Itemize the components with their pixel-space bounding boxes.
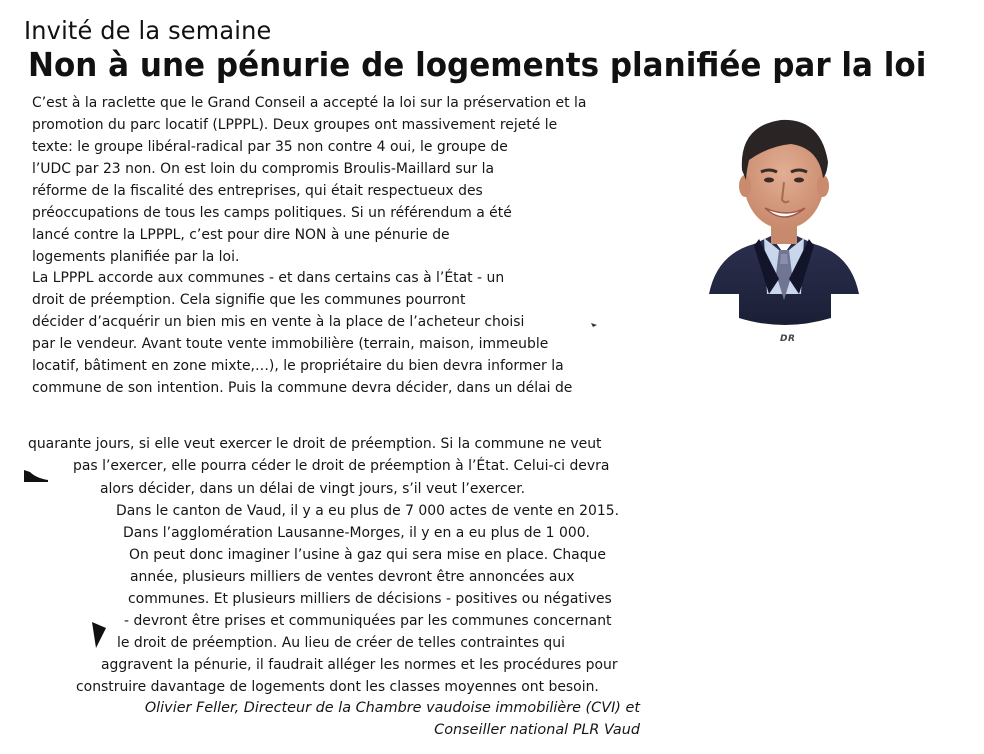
article-line: logements planifiée par la loi. [32, 248, 240, 265]
author-signature-line-1: Olivier Feller, Directeur de la Chambre vaudoise immobilière (CVI) et [144, 700, 640, 716]
article-line: On peut donc imaginer l’usine à gaz qui sera mise en place. Chaque [129, 546, 606, 563]
photo-credit: DR [780, 334, 796, 344]
article-line: commune de son intention. Puis la commune devra décider, dans un délai de [32, 379, 573, 396]
article-line: par le vendeur. Avant toute vente immobilière (terrain, maison, immeuble [32, 335, 549, 352]
article-line: locatif, bâtiment en zone mixte,…), le propriétaire du bien devra informer la [32, 357, 564, 374]
article-line: Dans le canton de Vaud, il y a eu plus de 7 000 actes de vente en 2015. [116, 502, 620, 519]
article-line: préoccupations de tous les camps politiques. Si un référendum a été [32, 204, 512, 221]
article-line: - devront être prises et communiquées par les communes concernant [124, 612, 612, 629]
section-kicker: Invité de la semaine [24, 16, 272, 45]
scan-artifact-icon [24, 468, 50, 484]
scan-artifact-icon [90, 620, 108, 650]
article-line: Dans l’agglomération Lausanne-Morges, il y en a eu plus de 1 000. [123, 524, 590, 541]
article-line: alors décider, dans un délai de vingt jours, s’il veut l’exercer. [100, 480, 526, 497]
article-line: droit de préemption. Cela signifie que les communes pourront [32, 291, 466, 308]
article-line: année, plusieurs milliers de ventes devront être annoncées aux [130, 568, 575, 585]
portrait-photo-icon [709, 104, 859, 348]
article-line: C’est à la raclette que le Grand Conseil a accepté la loi sur la préservation et la [32, 94, 587, 111]
article-line: réforme de la fiscalité des entreprises, qui était respectueux des [32, 182, 483, 199]
article-headline: Non à une pénurie de logements planifiée par la loi [28, 45, 927, 84]
article-line: construire davantage de logements dont les classes moyennes ont besoin. [76, 678, 599, 695]
article-line: aggravent la pénurie, il faudrait alléger les normes et les procédures pour [101, 656, 618, 673]
article-line: le droit de préemption. Au lieu de créer de telles contraintes qui [117, 634, 565, 651]
article-line: promotion du parc locatif (LPPPL). Deux groupes ont massivement rejeté le [32, 116, 558, 133]
article-line: l’UDC par 23 non. On est loin du compromis Broulis-Maillard sur la [32, 160, 495, 177]
article-line: communes. Et plusieurs milliers de décisions - positives ou négatives [128, 590, 612, 607]
author-signature-line-2: Conseiller national PLR Vaud [434, 722, 640, 738]
article-line: lancé contre la LPPPL, c’est pour dire NON à une pénurie de [32, 226, 450, 243]
scan-artifact-icon [590, 322, 598, 328]
author-portrait [709, 104, 859, 348]
article-line: décider d’acquérir un bien mis en vente à la place de l’acheteur choisi [32, 313, 525, 330]
article-line: La LPPPL accorde aux communes - et dans certains cas à l’État - un [32, 269, 505, 286]
article-line: pas l’exercer, elle pourra céder le droit de préemption à l’État. Celui-ci devra [73, 457, 610, 474]
article-line: quarante jours, si elle veut exercer le droit de préemption. Si la commune ne veut [28, 435, 602, 452]
article-line: texte: le groupe libéral-radical par 35 non contre 4 oui, le groupe de [32, 138, 508, 155]
